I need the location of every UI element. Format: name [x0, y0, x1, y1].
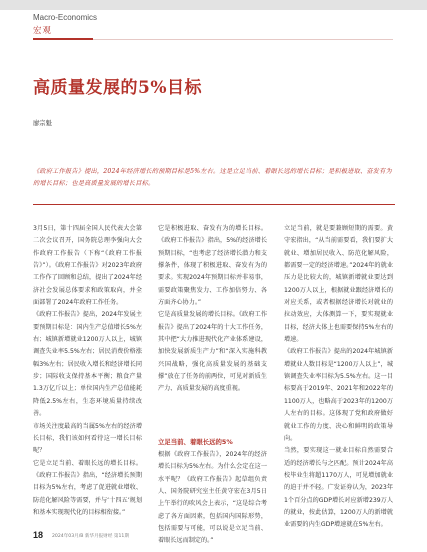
section-subheading: 立足当前、着眼长远的5% — [158, 438, 233, 446]
section-label-en: Macro-Economics — [33, 13, 98, 22]
paragraph: 立足当前，就是要兼顾短期的需要。黄守宏指出，“从当前需要看，我们要扩大就业、增加居民收入、防范化解风险，都需要一定的经济增速。”2024年的就业压力是比较大的，城镇新增就业要达到1200万人以上，根据就业跟经济增长的对应关系，或者根据经济增长对就业的拉动效应，大体测算一下，要实现就业目标，经济大体上也需要保持5%左右的增速。 — [284, 225, 393, 344]
section-divider — [93, 39, 393, 40]
article-abstract: 《政府工作报告》提出，2024年经济增长的预期目标是5%左右。这是立足当前、着眼长远的增长目标；是积极进取、奋发有为的增长目标；也是高质量发展的增长目标。 — [33, 168, 392, 187]
paragraph: 根据《政府工作报告》，2024年的经济增长目标为5%左右。为什么会定在这一水平呢？《政府工作报告》起草组负责人、国务院研究室主任黄守宏在3月5日上午举行的吹风会上表示，“这是综合考虑了各方面因素，包括国内国际形势，包括需要与可能，可以说是立足当前、着眼长远而制定的。” — [158, 451, 267, 545]
top-band — [0, 0, 427, 10]
journal-info: 2024年03月/B 新华月报财经 第11期 — [52, 534, 129, 539]
body-column-3 — [284, 223, 393, 532]
section-label-zh: 宏观 — [33, 26, 53, 36]
paragraph: 《政府工作报告》提出的2024年城镇新增就业人数目标是“1200万人以上”，城镇调查失业率目标为5.5%左右。这一目标要高于2019年、2021年和2022年的1100万人，也略高于2023年的1200万人左右的目标。这体现了党和政府做好就业工作的力度、决心和鲜明的政策导向。 — [284, 348, 393, 442]
page-number: 18 — [33, 530, 44, 540]
paragraph: 它是立足当前、着眼长远的增长目标。《政府工作报告》指出，“经济增长预期目标为5%左右，考虑了促进就业增收、防范化解风险等需要，并与‘十四五’规划和基本实现现代化的目标相衔接。” — [33, 459, 142, 516]
paragraph: 《政府工作报告》提出，2024年发展主要预期目标是：国内生产总值增长5%左右；城镇新增就业1200万人以上，城镇调查失业率5.5%左右；居民消费价格涨幅3%左右；居民收入增长和经济增长同步；国际收支保持基本平衡；粮食产量1.3万亿斤以上；单位国内生产总值能耗降低2.5%左右，生态环境质量持续改善。 — [33, 311, 142, 418]
paragraph: 3月5日，第十四届全国人民代表大会第二次会议召开，国务院总理李强向大会作政府工作报告（下称“《政府工作报告》”）。《政府工作报告》对2023年政府工作作了回顾和总结，提出了2024年经济社会发展总体要求和政策取向，并全面部署了2024年政府工作任务。 — [33, 225, 142, 307]
paragraph: 它是高质量发展的增长目标。《政府工作报告》提出了2024年的十大工作任务，其中把“大力推进现代化产业体系建设，加快发展新质生产力”和“深入实施科教兴国战略，强化高质量发展的基础支撑”放在了任务的前两位，可见对新质生产力、高质量发展的高度重视。 — [158, 311, 267, 393]
article-title: 高质量发展的5%目标 — [33, 78, 202, 98]
abstract-divider — [33, 204, 395, 205]
paragraph: 它是积极进取、奋发有为的增长目标。《政府工作报告》指出，5%的经济增长预期目标，“也考虑了经济增长潜力和支撑条件，体现了积极进取、奋发有为的要求。实现2024年预期目标并非易事，需要政策聚焦发力、工作加倍努力、各方面齐心协力。” — [158, 225, 267, 307]
paragraph: 当然，要实现这一就业目标自然需要合适的经济增长与之匹配。预计2024年高校毕业生将超1170万人，可见增加就业的迫于并不轻。广发证券认为，2023年1个百分点的GDP增长对应新增239万人的就业，按此估算，1200万人的新增就业需要的内生GDP增速就在5%左右。 — [284, 447, 393, 529]
section-rule — [33, 38, 93, 40]
body-column-1 — [33, 223, 142, 519]
paragraph: 市场关注度最高的当属5%左右的经济增长目标，我们该如何看待这一增长目标呢？ — [33, 422, 142, 455]
body-column-2-continued — [158, 449, 267, 548]
body-column-2 — [158, 223, 267, 396]
article-author: 廖宗魁 — [33, 120, 52, 127]
